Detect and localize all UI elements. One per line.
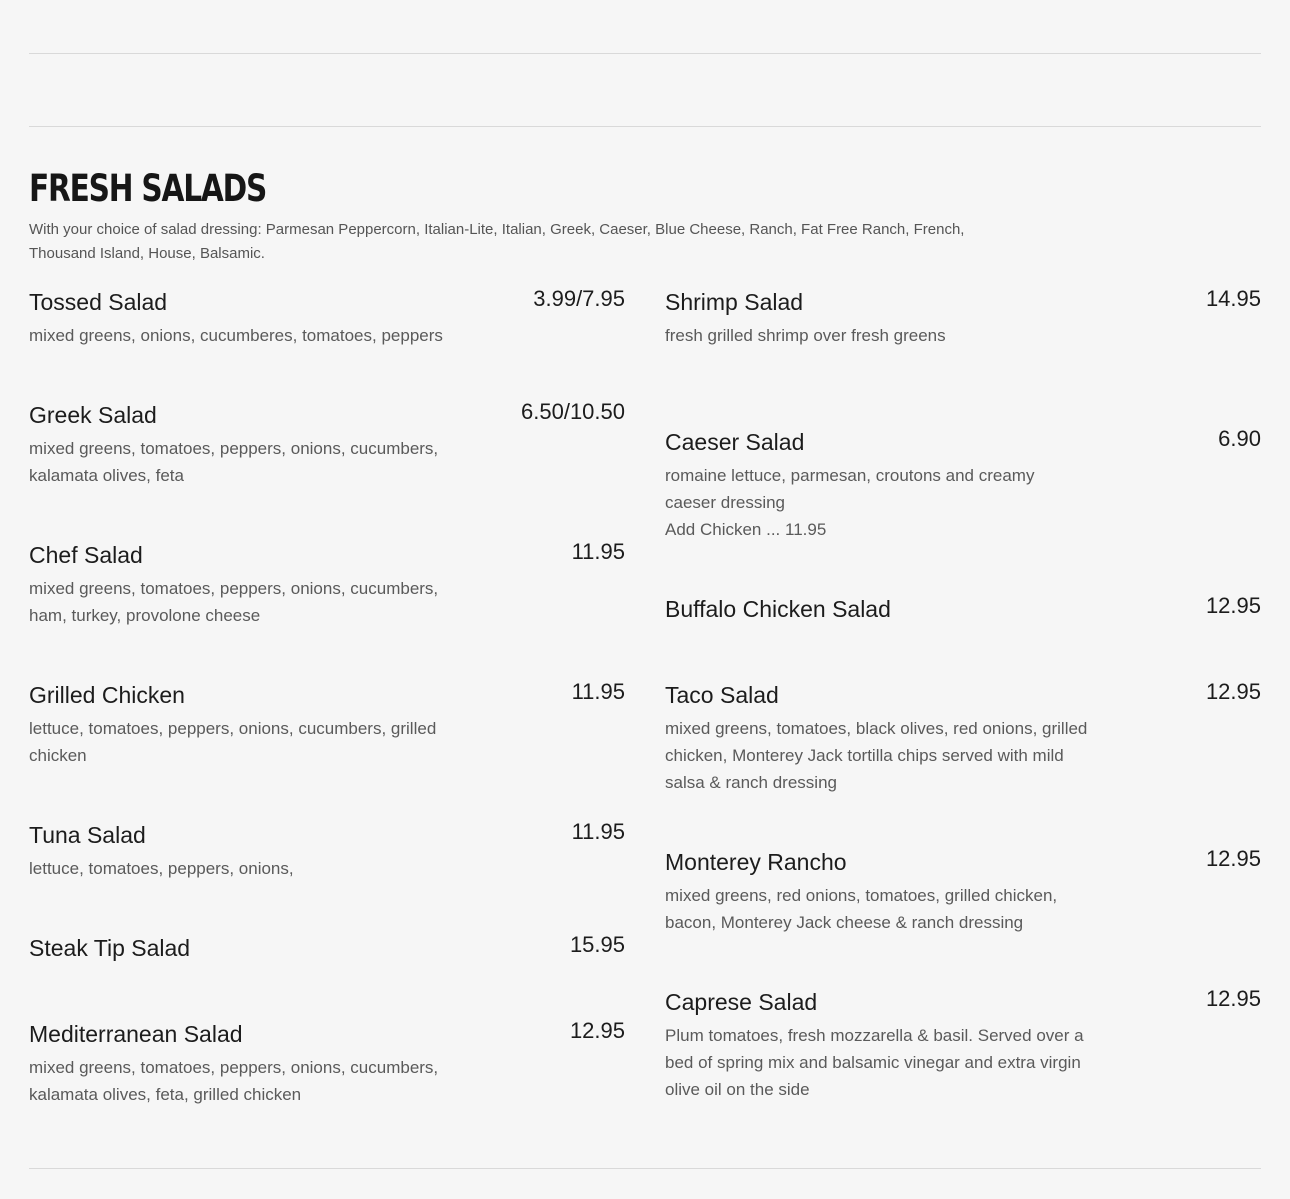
divider-bottom — [29, 1168, 1261, 1169]
menu-item-description: lettuce, tomatoes, peppers, onions, cucumbers, grilled chicken — [29, 719, 437, 765]
menu-item-name: Monterey Rancho — [665, 849, 847, 875]
menu-item-price: 6.50/10.50 — [521, 399, 625, 424]
menu-item-price: 12.95 — [1205, 986, 1261, 1011]
menu-item — [29, 286, 625, 349]
menu-item-name: Tossed Salad — [29, 289, 168, 315]
menu-item — [29, 539, 625, 629]
menu-item — [29, 679, 625, 769]
menu-item-price: 6.90 — [1218, 426, 1261, 451]
menu-item — [29, 1018, 625, 1108]
menu-item-description: mixed greens, tomatoes, peppers, onions, cucumbers, kalamata olives, feta — [29, 439, 439, 485]
menu-item — [29, 932, 625, 968]
menu-item — [665, 286, 1261, 349]
menu-item — [665, 593, 1261, 629]
menu-item-description: fresh grilled shrimp over fresh greens — [665, 326, 946, 345]
menu-item — [29, 399, 625, 489]
menu-item-name: Caeser Salad — [665, 429, 805, 455]
menu-item-price: 14.95 — [1205, 286, 1261, 311]
menu-item-name: Buffalo Chicken Salad — [665, 596, 891, 622]
menu-item-description: lettuce, tomatoes, peppers, onions, — [29, 859, 294, 878]
divider-top — [29, 53, 1261, 54]
menu-item-name: Chef Salad — [29, 542, 143, 568]
menu-item-name: Steak Tip Salad — [29, 935, 191, 961]
menu-item-price: 3.99/7.95 — [533, 286, 625, 311]
menu-item-name: Taco Salad — [665, 682, 779, 708]
menu-item-name: Mediterranean Salad — [29, 1021, 243, 1047]
menu-item-name: Greek Salad — [29, 402, 157, 428]
menu-item-name: Grilled Chicken — [29, 682, 185, 708]
menu-item-price: 12.95 — [1205, 679, 1261, 704]
menu-item — [665, 986, 1261, 1103]
menu-item-price: 12.95 — [1205, 593, 1261, 618]
menu-item — [665, 426, 1261, 543]
menu-item-name: Caprese Salad — [665, 989, 818, 1015]
menu-item-description: romaine lettuce, parmesan, croutons and creamy caeser dressing — [665, 466, 1035, 512]
menu-item — [29, 819, 625, 882]
menu-item-name: Tuna Salad — [29, 822, 146, 848]
menu-item-description: mixed greens, tomatoes, black olives, red onions, grilled chicken, Monterey Jack tortilla chips served with mild salsa & ranch dressing — [665, 719, 1088, 792]
menu-item-price: 11.95 — [571, 679, 625, 704]
menu-item-extra: Add Chicken ... 11.95 — [665, 520, 827, 539]
menu-item-price: 15.95 — [569, 932, 625, 957]
menu-item-description: mixed greens, tomatoes, peppers, onions, cucumbers, kalamata olives, feta, grilled chicken — [29, 1058, 439, 1104]
menu-item-description: Plum tomatoes, fresh mozzarella & basil. Served over a bed of spring mix and balsamic vinegar and extra virgin olive oil on the side — [665, 1026, 1084, 1099]
menu-item-price: 11.95 — [571, 819, 625, 844]
menu-item-name: Shrimp Salad — [665, 289, 804, 315]
menu-item-price: 12.95 — [1205, 846, 1261, 871]
section-title: FRESH SALADS — [29, 167, 267, 210]
divider-section-top — [29, 126, 1261, 127]
menu-item — [665, 846, 1261, 936]
menu-item-price: 11.95 — [571, 539, 625, 564]
section-description: With your choice of salad dressing: Parmesan Peppercorn, Italian-Lite, Italian, Greek, Caeser, Blue Cheese, Ranch, Fat Free Ranch, French, Thousand Island, House, Balsamic. — [29, 221, 965, 262]
menu-item — [665, 679, 1261, 796]
menu-item-price: 12.95 — [569, 1018, 625, 1043]
fresh-salads-section — [29, 166, 1261, 266]
menu-item-description: mixed greens, red onions, tomatoes, grilled chicken, bacon, Monterey Jack cheese & ranch dressing — [665, 886, 1058, 932]
menu-item-description: mixed greens, onions, cucumberes, tomatoes, peppers — [29, 326, 443, 345]
menu-item-description: mixed greens, tomatoes, peppers, onions, cucumbers, ham, turkey, provolone cheese — [29, 579, 439, 625]
